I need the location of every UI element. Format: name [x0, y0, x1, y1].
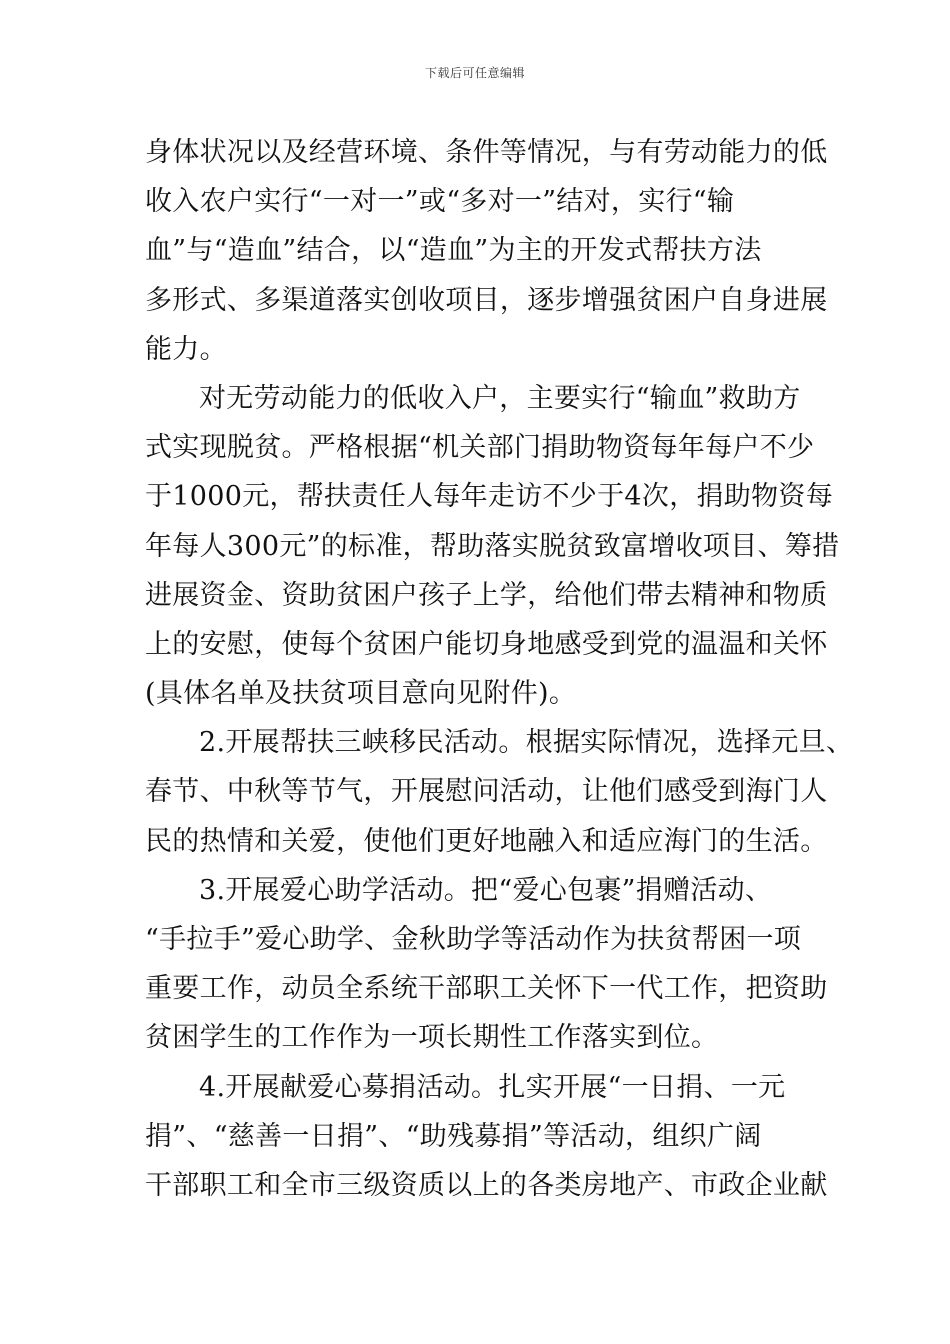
text-line: 贫困学生的工作作为一项长期性工作落实到位。 [145, 1022, 719, 1054]
body-text [145, 128, 854, 1210]
text-line: 于1000元，帮扶责任人每年走访不少于4次，捐助物资每 [145, 481, 833, 513]
text-line: 多形式、多渠道落实创收项目，逐步增强贫困户自身进展 [145, 284, 828, 316]
paragraph-5 [145, 1063, 828, 1211]
text-line: 收入农户实行“一对一”或“多对一”结对，实行“输 [145, 186, 735, 218]
paragraph-1 [145, 128, 828, 374]
text-line: 民的热情和关爱，使他们更好地融入和适应海门的生活。 [145, 825, 828, 857]
text-line: 春节、中秋等节气，开展慰问活动，让他们感受到海门人 [145, 776, 828, 808]
paragraph-2 [145, 374, 840, 718]
header-note: 下载后可任意编辑 [424, 66, 525, 80]
text-line: 重要工作，动员全系统干部职工关怀下一代工作，把资助 [145, 973, 828, 1005]
text-line: 身体状况以及经营环境、条件等情况，与有劳动能力的低 [145, 137, 828, 168]
text-line: 干部职工和全市三级资质以上的各类房地产、市政企业献 [145, 1169, 828, 1201]
text-line: 进展资金、资助贫困户孩子上学，给他们带去精神和物质 [145, 579, 828, 611]
text-line: 上的安慰，使每个贫困户能切身地感受到党的温温和关怀 [145, 628, 828, 660]
text-line: 4.开展献爱心募捐活动。扎实开展“一日捐、一元 [199, 1071, 786, 1103]
text-line: 3.开展爱心助学活动。把“爱心包裹”捐赠活动、 [199, 874, 773, 906]
text-line: 捐”、“慈善一日捐”、“助残募捐”等活动，组织广阔 [145, 1120, 762, 1152]
text-line: “手拉手”爱心助学、金秋助学等活动作为扶贫帮困一项 [145, 924, 802, 955]
text-line: 能力。 [145, 333, 227, 365]
paragraph-3 [145, 718, 854, 866]
text-line: (具体名单及扶贫项目意向见附件)。 [145, 678, 577, 710]
text-line: 血”与“造血”结合，以“造血”为主的开发式帮扶方法 [145, 235, 762, 267]
text-line: 式实现脱贫。严格根据“机关部门捐助物资每年每户不少 [145, 432, 815, 464]
text-line: 对无劳动能力的低收入户，主要实行“输血”救助方 [199, 382, 801, 414]
text-line: 年每人300元”的标准，帮助落实脱贫致富增收项目、筹措 [145, 530, 840, 562]
text-line: 2.开展帮扶三峡移民活动。根据实际情况，选择元旦、 [199, 727, 854, 759]
paragraph-4 [145, 866, 828, 1063]
